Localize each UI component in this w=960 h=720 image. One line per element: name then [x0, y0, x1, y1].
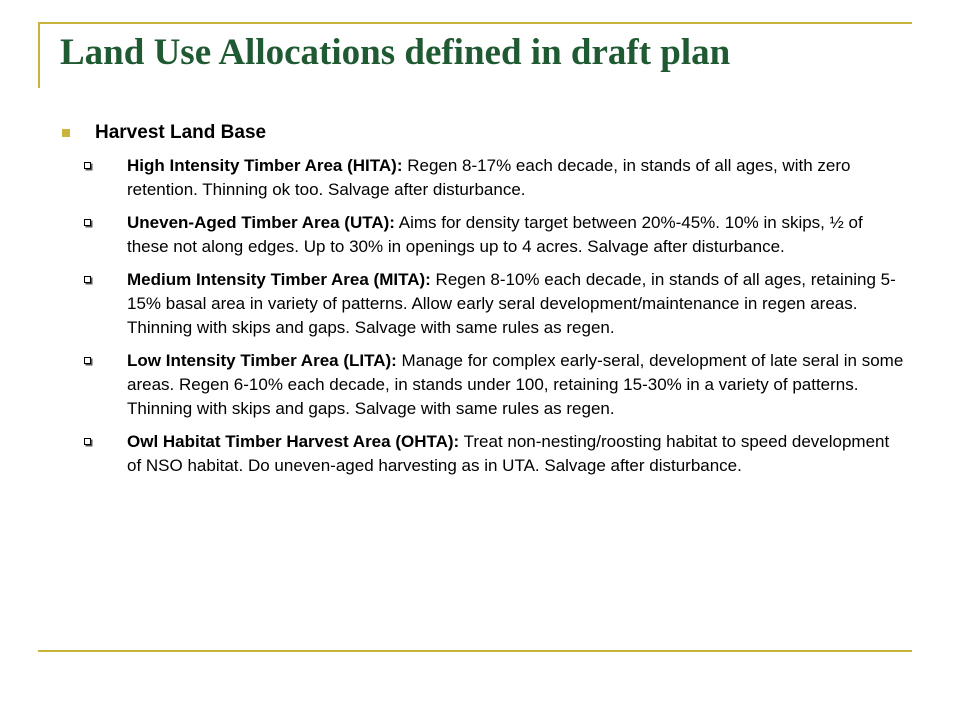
- square-bullet-icon: [62, 129, 70, 137]
- checkbox-bullet-icon: [84, 219, 91, 226]
- item-term: Uneven-Aged Timber Area (UTA):: [127, 213, 395, 232]
- bottom-rule: [38, 650, 912, 652]
- item-term: Owl Habitat Timber Harvest Area (OHTA):: [127, 432, 460, 451]
- checkbox-bullet-icon: [84, 357, 91, 364]
- list-item-mita: [60, 268, 910, 340]
- item-term: Medium Intensity Timber Area (MITA):: [127, 270, 431, 289]
- left-rule: [38, 22, 40, 88]
- list-item-hita: [60, 154, 910, 202]
- slide-content: [60, 120, 910, 487]
- checkbox-bullet-icon: [84, 438, 91, 445]
- item-term: Low Intensity Timber Area (LITA):: [127, 351, 397, 370]
- slide-title: Land Use Allocations defined in draft plan: [60, 32, 731, 73]
- checkbox-bullet-icon: [84, 276, 91, 283]
- top-rule: [38, 22, 912, 24]
- item-text: Regen 8-10% each decade, in stands of all ages, retaining 5-15% basal area in variety of patterns. Allow early seral development/maintenance in regen areas. Thinning with skips and gaps. Salvage with same rules as regen.: [127, 270, 896, 337]
- item-text: Aims for density target between 20%-45%. 10% in skips, ½ of these not along edges. Up to 30% in openings up to 4 acres. Salvage after disturbance.: [127, 213, 863, 256]
- list-item-lita: [60, 349, 910, 421]
- item-text: Treat non-nesting/roosting habitat to speed development of NSO habitat. Do uneven-aged harvesting as in UTA. Salvage after disturbance.: [127, 432, 890, 475]
- section-heading: Harvest Land Base: [95, 122, 267, 143]
- item-term: High Intensity Timber Area (HITA):: [127, 156, 403, 175]
- list-item-ohta: [60, 430, 910, 478]
- checkbox-bullet-icon: [84, 162, 91, 169]
- item-text: Regen 8-17% each decade, in stands of all ages, with zero retention. Thinning ok too. Salvage after disturbance.: [127, 156, 851, 199]
- item-text: Manage for complex early-seral, development of late seral in some areas. Regen 6-10% each decade, in stands under 100, retaining 15-30% in a variety of patterns. Thinning with skips and gaps. Salvage with same rules as regen.: [127, 351, 904, 418]
- list-item-uta: [60, 211, 910, 259]
- section-heading-item: [60, 120, 910, 146]
